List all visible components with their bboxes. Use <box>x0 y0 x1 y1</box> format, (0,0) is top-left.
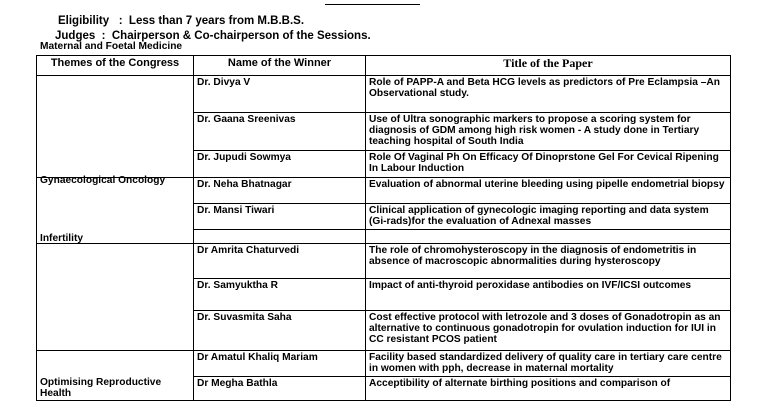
theme-cell <box>37 233 194 351</box>
paper-title: Role Of Vaginal Ph On Efficacy Of Dinoprstone Gel For Cevical Ripening In Labour Induction <box>366 151 731 178</box>
winner-name: Dr. Jupudi Sowmya <box>194 151 366 178</box>
table-row <box>37 178 731 204</box>
paper-title <box>366 230 731 244</box>
header-themes: Themes of the Congress <box>37 56 194 76</box>
paper-title: Acceptibility of alternate birthing positions and comparison of <box>366 376 731 401</box>
paper-title: The role of chromohysteroscopy in the diagnosis of endometritis in absence of macroscopic abnormalities during hysteroscopy <box>366 244 731 279</box>
winner-name: Dr Megha Bathla <box>194 376 366 401</box>
eligibility-line: Eligibility : Less than 7 years from M.B.B.S. <box>58 15 305 27</box>
winner-name: Dr. Divya V <box>194 76 366 113</box>
theme-label: Infertility <box>40 233 84 244</box>
winner-name: Dr. Gaana Sreenivas <box>194 113 366 151</box>
winners-table <box>36 41 731 401</box>
header-title: Title of the Paper <box>366 56 731 76</box>
theme-label: Gynaecological Oncology <box>40 175 166 186</box>
winner-name: Dr. Suvasmita Saha <box>194 311 366 351</box>
paper-title: Facility based standardized delivery of quality care in tertiary care centre in women with pph, decrease in maternal mortality <box>366 351 731 377</box>
table-row <box>37 76 731 113</box>
theme-label: Optimising Reproductive Health <box>40 377 162 399</box>
paper-title: Evaluation of abnormal uterine bleeding using pipelle endometrial biopsy <box>366 178 731 204</box>
theme-cell <box>37 351 194 401</box>
winner-name: Dr Amatul Khaliq Mariam <box>194 351 366 377</box>
winner-name <box>194 230 366 244</box>
winner-name: Dr. Mansi Tiwari <box>194 204 366 230</box>
winner-name: Dr Amrita Chaturvedi <box>194 244 366 279</box>
theme-label: Maternal and Foetal Medicine <box>40 41 183 52</box>
table-header-row <box>37 56 731 76</box>
paper-title: Impact of anti-thyroid peroxidase antibodies on IVF/ICSI outcomes <box>366 279 731 311</box>
judges-line: Judges : Chairperson & Co-chairperson of the Sessions. <box>55 30 371 42</box>
paper-title: Use of Ultra sonographic markers to propose a scoring system for diagnosis of GDM among high risk women - A study done in Tertiary teaching hospital of South India <box>366 113 731 151</box>
table-row <box>37 244 731 279</box>
top-rule <box>325 4 420 5</box>
paper-title: Cost effective protocol with letrozole and 3 doses of Gonadotropin as an alternative to continuous gonadotropin for ovulation induction for IUI in CC resistant PCOS patient <box>366 311 731 351</box>
header-winner: Name of the Winner <box>194 56 366 76</box>
winner-name: Dr. Neha Bhatnagar <box>194 178 366 204</box>
paper-title: Role of PAPP-A and Beta HCG levels as predictors of Pre Eclampsia –An Observational study. <box>366 76 731 113</box>
table-row <box>37 351 731 377</box>
winner-name: Dr. Samyuktha R <box>194 279 366 311</box>
paper-title: Clinical application of gynecologic imaging reporting and data system (Gi-rads)for the evaluation of Adnexal masses <box>366 204 731 230</box>
